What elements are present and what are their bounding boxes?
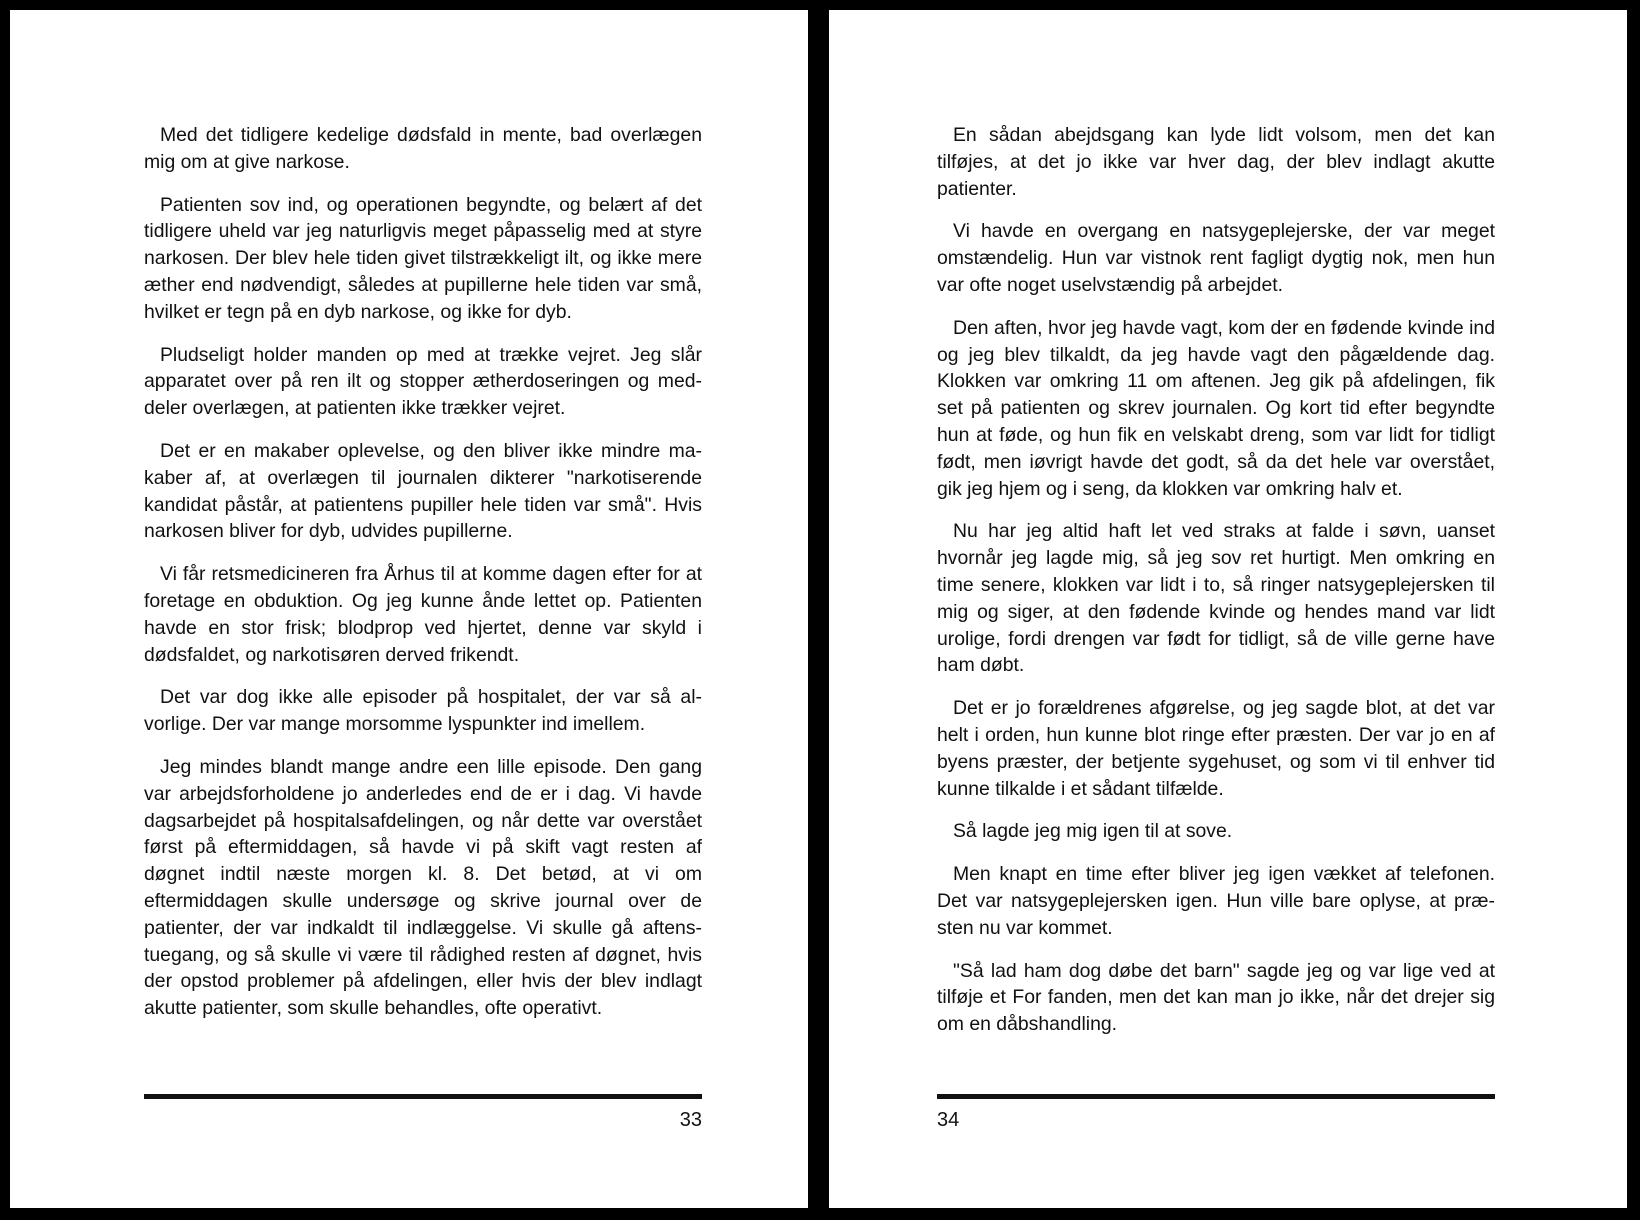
paragraph: En sådan abejdsgang kan lyde lidt volsom, men det kan tilføjes, at det jo ikke var hver dag, der blev indlagt akutte patienter. [937,124,1495,200]
paragraph: Med det tidligere kedelige dødsfald in mente, bad overlægen mig om at give narkose. [144,124,702,173]
paragraph: Jeg mindes blandt mange andre een lille episode. Den gang var arbejdsforholdene jo anderledes end de er i dag. Vi havde dagsarbejdet på hospitalsafdelingen, og når dette var overstået først på eftermiddagen, så havde vi på skift vagt resten af døgnet indtil næste morgen kl. 8. Det betød, at vi om eftermiddagen skulle undersøge og skrive journal over de patienter, der var indkaldt til indlæggelse. Vi skulle gå aftenstuegang, og så skulle vi være til rådighed resten af døgnet, hvis der opstod problemer på afdelingen, eller hvis der blev indlagt akutte patienter, som skulle behandles, ofte operativt. [144,755,702,1020]
paragraph: Det var dog ikke alle episoder på hospitalet, der var så alvorlige. Der var mange morsomme lyspunkter ind imellem. [144,686,702,736]
footer-rule [937,1094,1495,1099]
paragraph: Det er jo forældrenes afgørelse, og jeg sagde blot, at det var helt i orden, hun kunne blot ringe efter præsten. Der var jo en af byens præster, der betjente sygehuset, og som vi til enhver tid kunne tilkalde i et sådant tilfælde. [937,697,1495,800]
footer-rule [144,1094,702,1099]
paragraph: "Så lad ham dog døbe det barn" sagde jeg og var lige ved at tilføje et For fanden, men det kan man jo ikke, når det drejer sig om en dåbshandling. [937,959,1495,1036]
left-page-body [144,122,702,1038]
right-page [829,10,1627,1208]
paragraph: Vi havde en overgang en natsygeplejerske, der var meget omstændelig. Hun var vistnok rent fagligt dygtig nok, men hun var ofte noget uselvstændig på arbejdet. [937,220,1495,296]
paragraph: Patienten sov ind, og operationen begyndte, og belært af det tidligere uheld var jeg naturligvis meget påpasselig med at styre narkosen. Der blev hele tiden givet tilstrækkeligt ilt, og ikke mere æther end nødvendigt, således at pupillerne hele tiden var små, hvilket er tegn på en dyb narkose, og ikke for dyb. [144,193,702,323]
paragraph: Den aften, hvor jeg havde vagt, kom der en fødende kvinde ind og jeg blev tilkaldt, da jeg havde vagt den pågældende dag. Klokken var omkring 11 om aftenen. Jeg gik på afdelingen, fik set på patienten og skrev journalen. Og kort tid efter begyndte hun at føde, og hun fik en velskabt dreng, som var lidt for tidligt født, men iøvrigt havde det godt, så da det hele var overstået, gik jeg hjem og i seng, da klokken var omkring halv et. [937,316,1495,500]
right-page-body [937,122,1495,1054]
page-number: 33 [679,1109,702,1131]
paragraph: Det er en makaber oplevelse, og den bliver ikke mindre makaber af, at overlægen til journalen dikterer "narkotiserende kandidat påstår, at patientens pupiller hele tiden var små". Hvis narkosen bliver for dyb, udvides pupillerne. [144,439,702,543]
paragraph: Pludseligt holder manden op med at trække vejret. Jeg slår apparatet over på ren ilt og stopper ætherdoseringen og meddeler overlægen, at patienten ikke trækker vejret. [144,343,702,420]
left-page [10,10,808,1208]
paragraph: Vi får retsmedicineren fra Århus til at komme dagen efter for at foretage en obduktion. Og jeg kunne ånde lettet op. Patienten havde en stor frisk; blodprop ved hjertet, denne var skyld i dødsfaldet, og narkotisøren derved frikendt. [144,563,702,666]
paragraph: Nu har jeg altid haft let ved straks at falde i søvn, uanset hvornår jeg lagde mig, så jeg sov ret hurtigt. Men omkring en time senere, klokken var lidt i to, så ringer natsygeplejersken til mig og siger, at den fødende kvinde og hendes mand var lidt urolige, fordi drengen var født for tidligt, så de ville gerne have ham døbt. [937,520,1495,677]
paragraph: Men knapt en time efter bliver jeg igen vækket af telefonen. Det var natsygeplejersken igen. Hun ville bare oplyse, at præsten nu var kommet. [937,863,1495,939]
page-number: 34 [937,1109,960,1131]
paragraph: Så lagde jeg mig igen til at sove. [953,820,1233,843]
